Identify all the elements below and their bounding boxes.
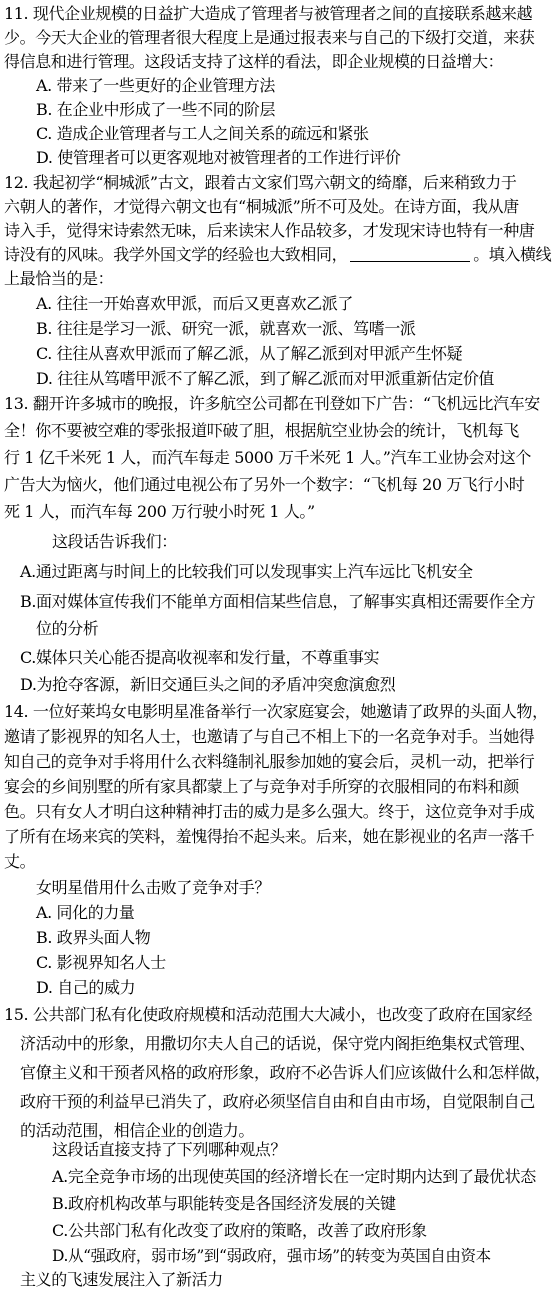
q13-stem-line-2: 全！你不要被空难的零张报道吓破了胆，根据航空业协会的统计，飞机每飞 <box>4 421 519 440</box>
q13-stem-line-1: 13. 翻开许多城市的晚报，许多航空公司都在刊登如下广告：“飞机远比汽车安 <box>4 394 540 413</box>
q11-option-a: A. 带来了一些更好的企业管理方法 <box>36 76 275 95</box>
q14-stem-line-5: 色。只有女人才明白这种精神打击的威力是多么强大。终于，这位竞争对手成 <box>4 802 535 821</box>
q12-stem-line-4 <box>4 243 551 267</box>
q14-option-a: A. 同化的力量 <box>36 903 135 922</box>
q11-option-b: B. 在企业中形成了一些不同的阶层 <box>36 100 276 119</box>
q15-prompt: 这段话直接支持了下列哪种观点？ <box>52 1140 287 1159</box>
fill-in-blank <box>350 245 470 262</box>
q12-stem-tail: 。填入横线 <box>473 245 552 264</box>
q15-option-d: D.从“强政府，弱市场”到“弱政府，强市场”的转变为英国自由资本 <box>52 1247 491 1265</box>
q15-stem-line-4: 政府干预的利益早已消失了，政府必须坚信自由和自由市场，自觉限制自己 <box>20 1092 535 1111</box>
q14-option-b: B. 政界头面人物 <box>36 928 151 947</box>
q13-stem-line-3: 行 1 亿千米死 1 人，而汽车每走 5000 万千米死 1 人。”汽车工业协会对这个 <box>4 448 531 467</box>
q13-stem-line-5: 死 1 人，而汽车每 200 万行驶小时死 1 人。” <box>4 502 315 521</box>
q15-stem-line-5: 的活动范围，相信企业的创造力。 <box>20 1121 255 1140</box>
q15-option-b: B.政府机构改革与职能转变是各国经济发展的关键 <box>52 1194 396 1213</box>
q14-stem-line-1: 14. 一位好莱坞女电影明星准备举行一次家庭宴会，她邀请了政界的头面人物， <box>4 702 548 721</box>
q12-stem-line-2: 六朝人的著作，才觉得六朝文也有“桐城派”所不可及处。在诗方面，我从唐 <box>4 197 519 216</box>
q14-option-d: D. 自己的威力 <box>36 978 136 997</box>
q12-stem-text: 诗没有的风味。我学外国文学的经验也大致相同， <box>4 245 348 264</box>
q12-stem-line-3: 诗入手，觉得宋诗索然无味，后来读宋人作品较多，才发现宋诗也特有一种唐 <box>4 221 535 240</box>
q13-stem-line-4: 广告大为恼火，他们通过电视公布了另外一个数字：“飞机每 20 万飞行小时 <box>4 475 525 494</box>
q14-stem-line-2: 邀请了影视界的知名人士，也邀请了与自己不相上下的一名竞争对手。当她得 <box>4 727 535 746</box>
q12-option-d: D. 往往从笃嗜甲派不了解乙派，到了解乙派而对甲派重新估定价值 <box>36 369 495 388</box>
q11-stem-line-1: 11. 现代企业规模的日益扩大造成了管理者与被管理者之间的直接联系越来越 <box>4 4 533 23</box>
q14-option-c: C. 影视界知名人士 <box>36 953 166 972</box>
q14-stem-line-3: 知自己的竞争对手将用什么衣料缝制礼服参加她的宴会后，灵机一动，把举行 <box>4 752 535 771</box>
q14-stem-line-4: 宴会的乡间别墅的所有家具都蒙上了与竞争对手所穿的衣服相同的布料和颜 <box>4 777 519 796</box>
q13-prompt: 这段话告诉我们： <box>52 532 177 551</box>
q11-stem-line-2: 少。今天大企业的管理者很大程度上是通过报表来与自己的下级打交道，来获 <box>4 28 535 47</box>
q15-stem-line-2: 济活动中的形象，用撒切尔夫人自己的话说，保守党内阁拒绝集权式管理、 <box>20 1034 535 1053</box>
q12-option-a: A. 往往一开始喜欢甲派，而后又更喜欢乙派了 <box>36 294 353 313</box>
q12-stem-line-1: 12. 我起初学“桐城派”古文，跟着古文家们骂六朝文的绮靡，后来稍致力于 <box>4 173 517 192</box>
q12-stem-line-5: 上最恰当的是： <box>4 269 114 288</box>
q15-option-c: C.公共部门私有化改变了政府的策略，改善了政府形象 <box>52 1221 427 1240</box>
q12-option-c: C. 往往从喜欢甲派而了解乙派，从了解乙派到对甲派产生怀疑 <box>36 344 463 363</box>
q14-stem-line-7: 丈。 <box>4 852 36 871</box>
q13-option-a: A.通过距离与时间上的比较我们可以发现事实上汽车远比飞机安全 <box>20 562 473 581</box>
q14-prompt: 女明星借用什么击败了竞争对手？ <box>36 878 271 897</box>
q15-stem-line-3: 官僚主义和干预者风格的政府形象，政府不必告诉人们应该做什么和怎样做， <box>20 1063 551 1082</box>
q15-option-a: A.完全竞争市场的出现使英国的经济增长在一定时期内达到了最优状态 <box>52 1167 536 1186</box>
q13-option-c: C.媒体只关心能否提高收视率和发行量，不尊重事实 <box>20 648 380 667</box>
q15-stem-line-1: 15. 公共部门私有化使政府规模和活动范围大大减小，也改变了政府在国家经 <box>4 1005 533 1024</box>
q13-option-b: B.面对媒体宣传我们不能单方面相信某些信息，了解事实真相还需要作全方 <box>20 592 536 611</box>
q11-stem-line-3: 得信息和进行管理。这段话支持了这样的看法，即企业规模的日益增大： <box>4 52 504 71</box>
q11-option-d: D. 使管理者可以更客观地对被管理者的工作进行评价 <box>36 148 401 167</box>
q12-option-b: B. 往往是学习一派、研究一派，就喜欢一派、笃嗜一派 <box>36 319 416 338</box>
q11-option-c: C. 造成企业管理者与工人之间关系的疏远和紧张 <box>36 124 369 143</box>
q15-option-d-cont: 主义的飞速发展注入了新活力 <box>20 1270 223 1289</box>
q13-option-b-cont: 位的分析 <box>36 619 99 638</box>
q13-option-d: D.为抢夺客源，新旧交通巨头之间的矛盾冲突愈演愈烈 <box>20 675 396 694</box>
q14-stem-line-6: 了所有在场来宾的笑料，羞愧得抬不起头来。后来，她在影视业的名声一落千 <box>4 827 535 846</box>
